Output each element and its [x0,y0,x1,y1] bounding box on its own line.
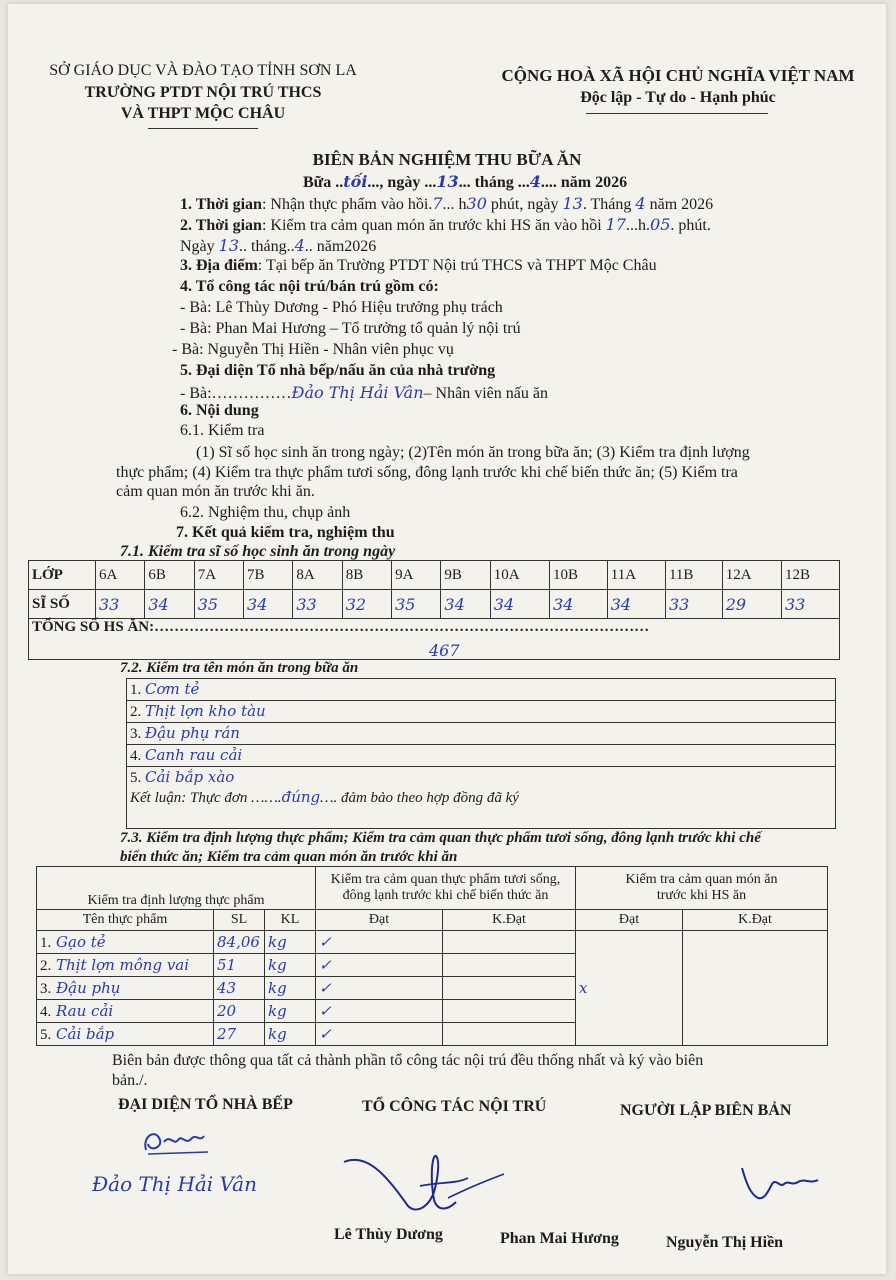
kitchen-title: ĐẠI DIỆN TỔ NHÀ BẾP [118,1096,293,1113]
menu-item: 4. Canh rau cải [127,745,836,767]
class-cell: 8B [342,561,391,590]
section-6-para-1: (1) Sĩ số học sinh ăn trong ngày; (2)Tên món ăn trong bữa ăn; (3) Kiểm tra định lượng [196,444,750,461]
closing-line-2: bản./. [112,1072,148,1089]
document-title: BIÊN BẢN NGHIỆM THU BỮA ĂN [312,150,582,169]
closing-line-1: Biên bản được thông qua tất cả thành phần tổ công tác nội trú đều thống nhất và ký vào biên [112,1052,704,1069]
count-cell: 33 [665,590,722,619]
total-value: 467 [429,641,460,660]
signer-name-3: Nguyễn Thị Hiền [666,1234,784,1251]
menu-row [127,701,836,723]
school-name-line2: VÀ THPT MỘC CHÂU [120,105,286,122]
meal-value: tối [343,172,368,191]
member-3: - Bà: Nguyễn Thị Hiền - Nhân viên phục vụ [172,341,454,358]
team-title: TỔ CÔNG TÁC NỘI TRÚ [362,1098,547,1115]
class-cell: 7A [194,561,243,590]
section-2-date: Ngày 13.. tháng..4.. năm2026 [180,236,377,255]
section-3: 3. Địa điểm: Tại bếp ăn Trường PTDT Nội trú THCS và THPT Mộc Châu [180,257,657,274]
quantity-table [36,866,828,1046]
taste-pass-cell: x [576,931,683,1046]
count-cell: 29 [722,590,781,619]
menu-item: 5. Cải bắp xào [127,767,836,789]
member-1: - Bà: Lê Thùy Dương - Phó Hiệu trưởng phụ trách [180,299,503,316]
section-1: 1. Thời gian: Nhận thực phẩm vào hồi.7... h30 phút, ngày 13. Tháng 4 năm 2026 [180,194,714,213]
count-cell: 33 [293,590,342,619]
class-cell: 11A [607,561,665,590]
section-6-para-2: thực phẩm; (4) Kiểm tra thực phẩm tươi sống, đông lạnh trước khi chế biến thức ăn; (5) Kiểm tra [116,464,738,481]
qty-header: Kiểm tra định lượng thực phẩm [37,867,316,910]
taste-header: Kiểm tra cảm quan món ăn trước khi HS ăn [576,867,828,910]
attendance-table [28,560,840,660]
count-cell: 34 [145,590,194,619]
header-left-underline [148,128,258,129]
maker-title: NGƯỜI LẬP BIÊN BẢN [620,1102,792,1119]
school-name-line1: TRƯỜNG PTDT NỘI TRÚ THCS [84,84,322,101]
nation-name: CỘNG HOÀ XÃ HỘI CHỦ NGHĨA VIỆT NAM [501,66,855,85]
qty-row: 3. Đậu phụ 43 kg ✓ [37,977,828,1000]
department-name: SỞ GIÁO DỤC VÀ ĐÀO TẠO TỈNH SƠN LA [49,62,357,79]
section-7-3-title-1: 7.3. Kiểm tra định lượng thực phẩm; Kiểm tra cảm quan thực phẩm tươi sống, đông lạnh trước khi chế [120,830,761,846]
count-cell: 34 [607,590,665,619]
kitchen-rep-name: Đảo Thị Hải Vân [291,383,424,402]
section-7-title: 7. Kết quả kiểm tra, nghiệm thu [176,524,395,541]
section-7-1-title: 7.1. Kiểm tra sĩ số học sinh ăn trong ngày [120,543,396,560]
menu-row [127,745,836,767]
col-name: Tên thực phẩm [37,910,214,931]
class-cell: 12A [722,561,781,590]
fresh-header: Kiểm tra cảm quan thực phẩm tươi sống, đông lạnh trước khi chế biến thức ăn [316,867,576,910]
section-7-2-title: 7.2. Kiểm tra tên món ăn trong bữa ăn [120,660,359,676]
menu-conclusion: Kết luận: Thực đơn …….đúng…. đảm bảo theo hợp đồng đã ký [127,788,836,829]
nation-motto: Độc lập - Tự do - Hạnh phúc [580,89,776,106]
count-cell: 33 [781,590,839,619]
taste-fail-cell [683,931,828,1046]
kitchen-signature-mark [138,1122,218,1162]
team-signature [338,1148,508,1218]
total-cell [29,619,840,660]
meal-line: Bữa ..tối..., ngày ...13... tháng ...4.... năm 2026 [303,172,628,191]
class-row-label: LỚP [29,561,96,590]
count-row [29,590,840,619]
total-label: TỔNG SỐ HS ĂN:……………………………………………………………………………………… [32,619,650,635]
count-cell: 35 [392,590,441,619]
count-cell: 34 [550,590,608,619]
menu-row [127,723,836,745]
section-6-1: 6.1. Kiểm tra [180,422,265,439]
qty-row: 4. Rau cải 20 kg ✓ [37,1000,828,1023]
section-6-title: 6. Nội dung [180,402,259,419]
class-cell: 7B [244,561,293,590]
class-cell: 10A [490,561,549,590]
member-2: - Bà: Phan Mai Hương – Tổ trưởng tổ quản lý nội trú [180,320,521,337]
qty-row: 5. Cải bắp 27 kg ✓ [37,1023,828,1046]
menu-table [126,678,836,829]
col-pass: Đạt [316,910,443,931]
conclusion-row [127,788,836,829]
count-cell: 34 [441,590,490,619]
section-6-2: 6.2. Nghiệm thu, chụp ảnh [180,504,351,521]
menu-row [127,679,836,701]
section-6-para-3: cảm quan món ăn trước khi ăn. [116,483,315,500]
maker-signature [736,1162,826,1208]
section-7-3-title-2: biến thức ăn; Kiểm tra cảm quan món ăn trước khi ăn [120,849,458,865]
signer-name-1: Lê Thùy Dương [334,1226,443,1243]
header-right-underline [586,113,768,114]
col-sl: SL [214,910,265,931]
meal-day: 13 [436,172,459,191]
section-4-title: 4. Tổ công tác nội trú/bán trú gồm có: [180,278,439,295]
class-cell: 9B [441,561,490,590]
qty-row: 1. Gạo tẻ 84,06 kg ✓ x [37,931,828,954]
col-fail: K.Đạt [443,910,576,931]
kitchen-rep: - Bà:……………Đảo Thị Hải Vân– Nhân viên nấu ăn [180,383,548,402]
class-cell: 8A [293,561,342,590]
menu-row [127,767,836,789]
class-cell: 10B [550,561,608,590]
document-page [8,4,886,1274]
section-5-title: 5. Đại diện Tổ nhà bếp/nấu ăn của nhà trường [180,362,496,379]
signer-name-2: Phan Mai Hương [500,1230,619,1247]
menu-item: 1. Cơm tẻ [127,679,836,701]
count-cell: 34 [244,590,293,619]
count-cell: 35 [194,590,243,619]
class-row [29,561,840,590]
count-cell: 33 [96,590,145,619]
class-cell: 6B [145,561,194,590]
col-pass-2: Đạt [576,910,683,931]
qty-row: 2. Thịt lợn mông vai 51 kg ✓ [37,954,828,977]
col-kl: KL [265,910,316,931]
class-cell: 6A [96,561,145,590]
section-2: 2. Thời gian: Kiểm tra cảm quan món ăn trước khi HS ăn vào hồi 17...h.05. phút. [180,215,711,234]
menu-item: 3. Đậu phụ rán [127,723,836,745]
kitchen-signature-name: Đảo Thị Hải Vân [92,1172,257,1196]
count-cell: 32 [342,590,391,619]
class-cell: 9A [392,561,441,590]
col-fail-2: K.Đạt [683,910,828,931]
menu-item: 2. Thịt lợn kho tàu [127,701,836,723]
meal-month: 4 [529,172,541,191]
count-row-label: SĨ SỐ [29,590,96,619]
total-row [29,619,840,660]
class-cell: 12B [781,561,839,590]
count-cell: 34 [490,590,549,619]
class-cell: 11B [665,561,722,590]
